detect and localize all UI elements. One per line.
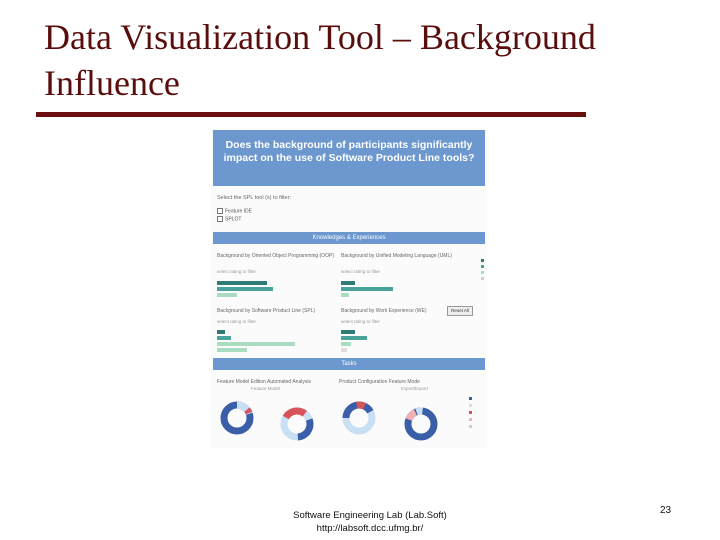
legend-marker xyxy=(481,271,484,274)
footer-lab-name: Software Engineering Lab (Lab.Soft) xyxy=(293,510,447,521)
section-tasks: Tasks xyxy=(213,358,485,370)
donut-chart[interactable] xyxy=(339,398,379,438)
bar[interactable] xyxy=(341,336,367,340)
panel-oop-title: Background by Oriented Object Programming (OOP) xyxy=(217,253,334,259)
tasks-left-title: Feature Model Edition Automated Analysis xyxy=(217,379,311,385)
panel-uml-title: Background by Unified Modeling Language (UML) xyxy=(341,253,452,259)
bar[interactable] xyxy=(217,281,267,285)
legend-marker xyxy=(481,277,484,280)
question-banner: Does the background of participants significantly impact on the use of Software Product Line tools? xyxy=(213,130,485,186)
filter-splot[interactable]: SPLOT xyxy=(217,216,241,222)
donut-chart[interactable] xyxy=(277,404,317,444)
reset-all-button[interactable]: Reset All xyxy=(447,306,473,316)
donut-chart[interactable] xyxy=(401,404,441,444)
bar[interactable] xyxy=(341,287,393,291)
bar[interactable] xyxy=(341,281,355,285)
bar[interactable] xyxy=(217,293,237,297)
bar[interactable] xyxy=(217,287,273,291)
tasks-right-sub: Import/Export xyxy=(401,386,429,391)
bar[interactable] xyxy=(341,342,351,346)
section-knowledge: Knowledges & Experiences xyxy=(213,232,485,244)
legend-marker xyxy=(469,411,472,414)
bar[interactable] xyxy=(341,348,347,352)
panel-spl-title: Background by Software Product Line (SPL) xyxy=(217,308,316,314)
panel-we-sub: select rating to filter xyxy=(341,319,381,324)
panel-uml-sub: select rating to filter xyxy=(341,269,381,274)
title-underline xyxy=(36,112,586,117)
page-number: 23 xyxy=(660,505,672,516)
legend-marker xyxy=(481,265,484,268)
bar[interactable] xyxy=(341,293,349,297)
panel-we-title: Background by Work Experience (WE) xyxy=(341,308,427,314)
legend-marker xyxy=(469,404,472,407)
filter-label: Select the SPL tool (s) to filter: xyxy=(217,195,292,201)
bar[interactable] xyxy=(341,330,355,334)
checkbox-icon[interactable] xyxy=(217,208,223,214)
embedded-screenshot xyxy=(211,128,487,448)
checkbox-icon[interactable] xyxy=(217,216,223,222)
tasks-right-title: Product Configuration Feature Mode xyxy=(339,379,420,385)
filter-featureide[interactable]: Feature IDE xyxy=(217,208,252,214)
donut-chart[interactable] xyxy=(217,398,257,438)
legend-marker xyxy=(469,418,472,421)
legend-marker xyxy=(469,397,472,400)
bar[interactable] xyxy=(217,348,247,352)
footer-url[interactable]: http://labsoft.dcc.ufmg.br/ xyxy=(316,523,424,534)
legend-marker xyxy=(469,425,472,428)
bar[interactable] xyxy=(217,330,225,334)
panel-oop-sub: select rating to filter xyxy=(217,269,257,274)
footer xyxy=(270,509,470,535)
bar[interactable] xyxy=(217,342,295,346)
legend-marker xyxy=(481,259,484,262)
bar[interactable] xyxy=(217,336,231,340)
slide-title: Data Visualization Tool – Background Influence xyxy=(44,17,596,103)
tasks-left-sub: Feature Model xyxy=(251,386,281,391)
panel-spl-sub: select rating to filter xyxy=(217,319,257,324)
